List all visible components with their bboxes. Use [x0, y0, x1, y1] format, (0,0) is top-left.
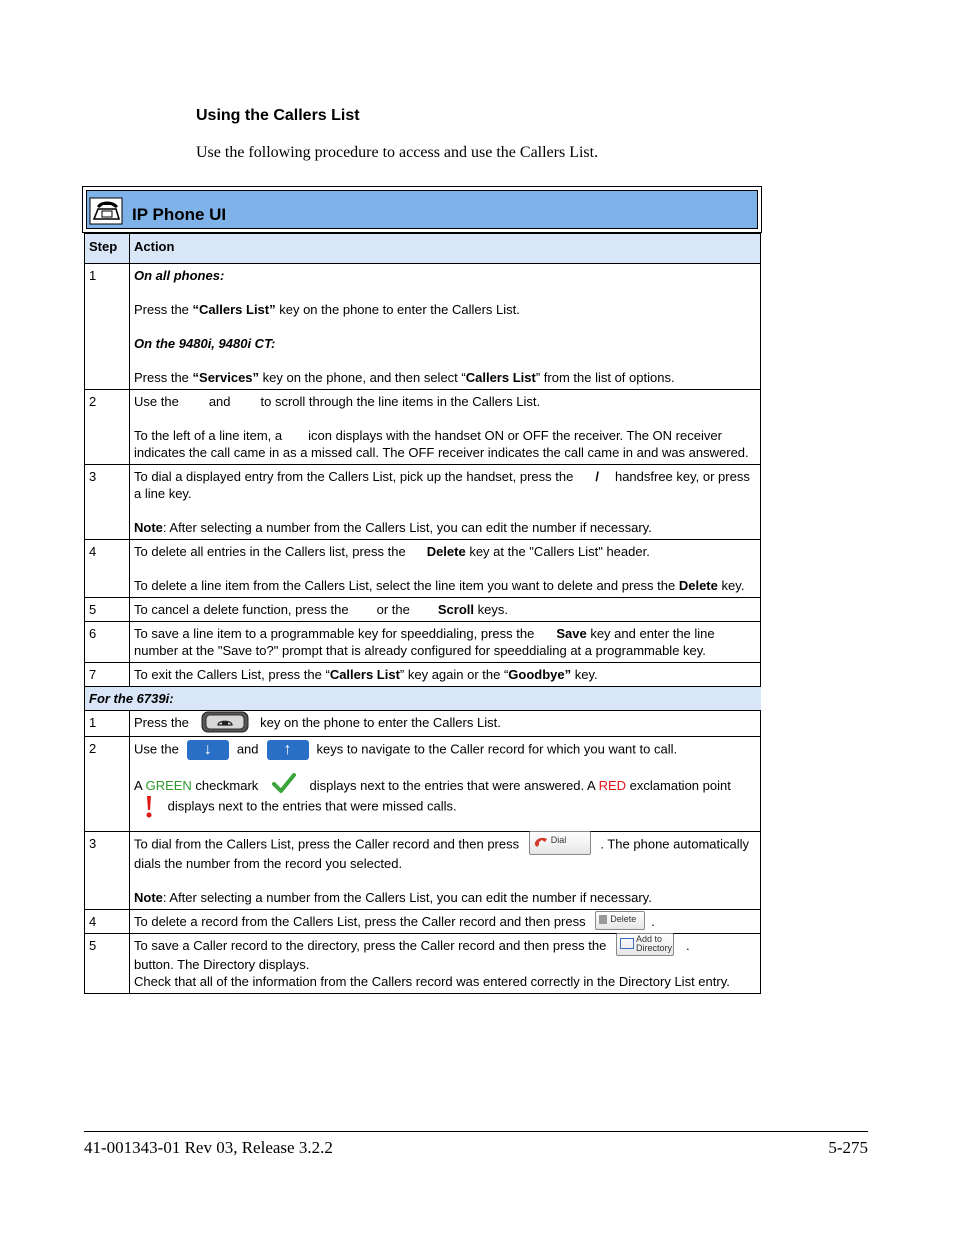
step-action	[130, 909, 761, 934]
add-to-directory-softkey-icon	[616, 933, 674, 956]
text: handsfree key, or press a line key.	[134, 469, 750, 501]
text: key on the phone, and then select “	[259, 370, 466, 385]
step-number: 3	[85, 465, 130, 540]
table-row	[85, 711, 761, 737]
up-arrow-key-icon: ↑	[267, 740, 309, 760]
text: To the left of a line item, a	[134, 428, 283, 443]
text: To dial from the Callers List, press the Caller record and then press	[134, 836, 520, 851]
text: . The phone automatically dials the number from the record you selected.	[134, 836, 750, 871]
step-number: 4	[85, 540, 130, 598]
table-row	[85, 934, 761, 994]
text: Press the	[134, 302, 193, 317]
text: To save a line item to a programmable key for speeddialing, press the	[134, 626, 535, 641]
footer-page-number: 5-275	[828, 1138, 868, 1157]
banner-title: IP Phone UI	[132, 205, 227, 224]
text: button. The Directory displays.	[134, 957, 310, 973]
step-number: 1	[85, 711, 130, 737]
text: key.	[571, 667, 598, 682]
intro-paragraph: Use the following procedure to access and use the Callers List.	[196, 144, 599, 161]
text: A	[134, 777, 146, 793]
callers-list-key-icon	[201, 711, 249, 733]
subheading: On the 9480i, 9480i CT:	[134, 336, 276, 351]
text: /	[595, 469, 599, 484]
table-row	[85, 622, 761, 663]
step-number: 5	[85, 598, 130, 622]
text: or the	[376, 602, 410, 617]
text: .	[685, 938, 690, 954]
text: Press the	[134, 370, 193, 385]
table-row	[85, 598, 761, 622]
delete-trash-icon	[599, 915, 607, 924]
step-number: 4	[85, 909, 130, 934]
subsection-row	[85, 687, 761, 711]
key-name: “Callers List”	[192, 302, 276, 317]
red-word: RED	[598, 777, 627, 793]
key-name: Goodbye”	[508, 667, 572, 682]
text: checkmark	[191, 777, 259, 793]
key-name: Callers List	[465, 370, 536, 385]
table-row	[85, 540, 761, 598]
step-action	[130, 264, 761, 390]
text: .	[651, 913, 655, 929]
directory-label: Directory	[635, 943, 672, 954]
step-action	[130, 831, 761, 909]
text: keys.	[474, 602, 508, 617]
subheading: On all phones:	[134, 268, 225, 283]
text: exclamation point	[626, 777, 731, 793]
text: Check that all of the information from the Callers record was entered correctly in the Directory List entry.	[134, 974, 730, 990]
text: To exit the Callers List, press the “	[134, 667, 330, 682]
step-action	[130, 663, 761, 687]
table-row	[85, 663, 761, 687]
key-name: Delete	[426, 544, 466, 559]
text: displays next to the entries that were answered. A	[309, 777, 599, 793]
footer-doc-id: 41-001343-01 Rev 03, Release 3.2.2	[84, 1138, 333, 1157]
delete-label: Delete	[610, 914, 637, 925]
key-name: Callers List	[329, 667, 400, 682]
step-number: 6	[85, 622, 130, 663]
ip-phone-ui-banner	[86, 190, 758, 229]
text: : After selecting a number from the Callers List, you can edit the number if necessary.	[162, 889, 652, 905]
col-step-header: Step	[85, 234, 130, 264]
table-row	[85, 736, 761, 831]
text: keys to navigate to the Caller record for which you want to call.	[316, 741, 678, 756]
text: key on the phone to enter the Callers List.	[275, 302, 520, 317]
step-number: 1	[85, 264, 130, 390]
step-number: 7	[85, 663, 130, 687]
step-number: 2	[85, 736, 130, 831]
down-arrow-key-icon: ↓	[187, 740, 229, 760]
table-row	[85, 390, 761, 465]
key-name: Scroll	[437, 602, 475, 617]
text: : After selecting a number from the Callers List, you can edit the number if necessary.	[162, 520, 652, 535]
table-row	[85, 465, 761, 540]
note-label: Note	[134, 520, 163, 535]
step-action	[130, 390, 761, 465]
text: ” from the list of options.	[535, 370, 675, 385]
text: To delete a record from the Callers List, press the Caller record and then press	[134, 913, 586, 929]
step-action	[130, 465, 761, 540]
text: key on the phone to enter the Callers List.	[260, 715, 501, 730]
green-checkmark-icon	[272, 771, 296, 795]
col-action-header: Action	[130, 234, 761, 264]
step-action	[130, 934, 761, 994]
table-header-row	[85, 234, 761, 264]
text: and	[236, 741, 259, 756]
step-number: 2	[85, 390, 130, 465]
step-number: 3	[85, 831, 130, 909]
procedure-table	[84, 233, 761, 994]
step-number: 5	[85, 934, 130, 994]
delete-softkey-icon	[595, 911, 645, 930]
text: displays next to the entries that were missed calls.	[167, 798, 457, 814]
text: Use the	[134, 394, 179, 409]
text: key.	[717, 578, 745, 593]
text: To save a Caller record to the directory, press the Caller record and then press the	[134, 938, 607, 954]
dial-label: Dial	[550, 834, 567, 845]
step-action	[130, 622, 761, 663]
key-name: Save	[556, 626, 587, 641]
text: icon displays with the handset ON or OFF the receiver. The ON receiver indicates the call came in as a missed call. The OFF receiver indicates the call came in and was answered.	[134, 428, 749, 460]
text: To delete a line item from the Callers List, select the line item you want to delete and press the	[134, 578, 679, 593]
table-row	[85, 909, 761, 934]
text: to scroll through the line items in the Callers List.	[260, 394, 541, 409]
step-action	[130, 736, 761, 831]
note-label: Note	[134, 889, 163, 905]
text: key and enter the line number at the "Save to?" prompt that is already configured for speeddialing at a programmable key.	[134, 626, 715, 658]
table-row	[85, 264, 761, 390]
text: To delete all entries in the Callers list, press the	[134, 544, 406, 559]
step-action	[130, 598, 761, 622]
dial-softkey-icon	[529, 831, 591, 855]
table-row	[85, 831, 761, 909]
book-icon	[620, 938, 634, 949]
add-to-label: Add to	[635, 934, 662, 945]
text: Use the	[134, 741, 179, 756]
text: To dial a displayed entry from the Callers List, pick up the handset, press the	[134, 469, 574, 484]
text: To cancel a delete function, press the	[134, 602, 349, 617]
subsection-title: For the 6739i:	[85, 687, 761, 711]
phone-icon	[89, 197, 123, 225]
dial-handset-icon	[533, 835, 549, 849]
footer-rule	[84, 1131, 868, 1132]
key-name: Delete	[678, 578, 718, 593]
step-action	[130, 540, 761, 598]
section-heading: Using the Callers List	[196, 107, 360, 124]
red-exclamation-icon	[144, 795, 154, 819]
green-word: GREEN	[145, 777, 192, 793]
step-action	[130, 711, 761, 737]
text: ” key again or the “	[399, 667, 509, 682]
text: Press the	[134, 715, 189, 730]
text: and	[208, 394, 231, 409]
text: key at the "Callers List" header.	[465, 544, 650, 559]
key-name: “Services”	[192, 370, 260, 385]
